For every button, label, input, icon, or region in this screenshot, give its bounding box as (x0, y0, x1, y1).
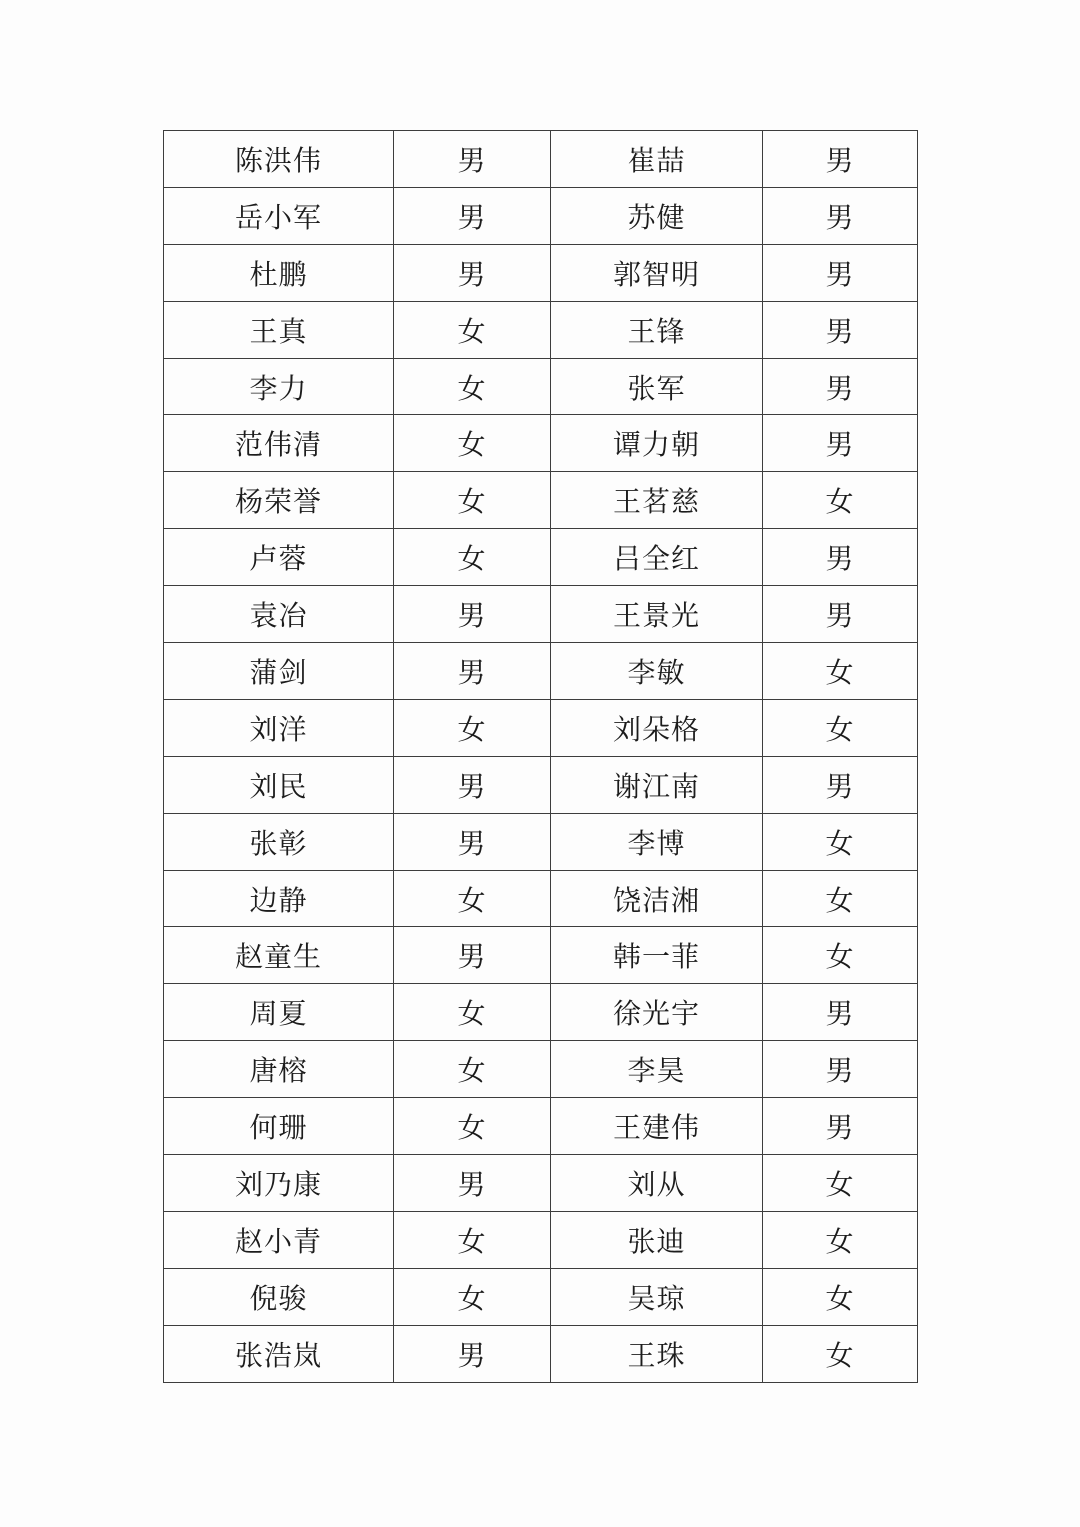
table-row (164, 301, 918, 358)
gender-cell-right: 女 (763, 643, 918, 700)
name-cell-right: 王茗慈 (551, 472, 763, 529)
gender-cell-left: 女 (394, 472, 551, 529)
gender-cell-right: 男 (763, 1041, 918, 1098)
gender-cell-left: 女 (394, 870, 551, 927)
gender-cell-left: 女 (394, 699, 551, 756)
table-row (164, 1268, 918, 1325)
gender-cell-right: 男 (763, 131, 918, 188)
table-row (164, 131, 918, 188)
table-row (164, 1325, 918, 1382)
gender-cell-right: 男 (763, 529, 918, 586)
table-row (164, 415, 918, 472)
name-cell-right: 李博 (551, 813, 763, 870)
table-row (164, 1041, 918, 1098)
name-cell-right: 王珠 (551, 1325, 763, 1382)
table-row (164, 984, 918, 1041)
gender-cell-right: 男 (763, 1098, 918, 1155)
name-cell-right: 徐光宇 (551, 984, 763, 1041)
gender-cell-left: 女 (394, 1268, 551, 1325)
name-cell-left: 周夏 (164, 984, 394, 1041)
gender-cell-left: 男 (394, 756, 551, 813)
name-cell-right: 吴琼 (551, 1268, 763, 1325)
table-row (164, 699, 918, 756)
gender-cell-left: 男 (394, 1155, 551, 1212)
name-cell-left: 袁冶 (164, 586, 394, 643)
name-cell-right: 饶洁湘 (551, 870, 763, 927)
name-cell-left: 李力 (164, 358, 394, 415)
gender-cell-right: 男 (763, 301, 918, 358)
name-cell-left: 唐榕 (164, 1041, 394, 1098)
gender-cell-right: 女 (763, 870, 918, 927)
name-cell-left: 张浩岚 (164, 1325, 394, 1382)
name-cell-left: 陈洪伟 (164, 131, 394, 188)
name-cell-left: 赵童生 (164, 927, 394, 984)
table-body (164, 131, 918, 1383)
table-row (164, 244, 918, 301)
table-row (164, 870, 918, 927)
name-cell-right: 吕全红 (551, 529, 763, 586)
table-row (164, 187, 918, 244)
table-row (164, 643, 918, 700)
name-cell-left: 杜鹏 (164, 244, 394, 301)
name-cell-left: 蒲剑 (164, 643, 394, 700)
gender-cell-right: 女 (763, 472, 918, 529)
name-cell-right: 谭力朝 (551, 415, 763, 472)
name-cell-right: 王景光 (551, 586, 763, 643)
name-cell-right: 刘从 (551, 1155, 763, 1212)
table-row (164, 586, 918, 643)
gender-cell-right: 女 (763, 1268, 918, 1325)
name-gender-roster-table (163, 130, 918, 1383)
name-cell-right: 李敏 (551, 643, 763, 700)
gender-cell-right: 男 (763, 415, 918, 472)
name-cell-left: 刘乃康 (164, 1155, 394, 1212)
gender-cell-right: 女 (763, 699, 918, 756)
gender-cell-left: 女 (394, 984, 551, 1041)
name-cell-right: 崔喆 (551, 131, 763, 188)
gender-cell-right: 女 (763, 1155, 918, 1212)
gender-cell-right: 女 (763, 813, 918, 870)
gender-cell-left: 女 (394, 529, 551, 586)
table-row (164, 1211, 918, 1268)
name-cell-left: 刘洋 (164, 699, 394, 756)
name-cell-left: 王真 (164, 301, 394, 358)
gender-cell-right: 女 (763, 1211, 918, 1268)
name-cell-right: 谢江南 (551, 756, 763, 813)
name-cell-right: 张军 (551, 358, 763, 415)
name-cell-right: 苏健 (551, 187, 763, 244)
gender-cell-right: 男 (763, 756, 918, 813)
gender-cell-right: 男 (763, 984, 918, 1041)
name-cell-right: 韩一菲 (551, 927, 763, 984)
gender-cell-left: 女 (394, 301, 551, 358)
name-cell-right: 张迪 (551, 1211, 763, 1268)
gender-cell-left: 女 (394, 1098, 551, 1155)
gender-cell-right: 男 (763, 586, 918, 643)
gender-cell-left: 男 (394, 187, 551, 244)
name-cell-left: 卢蓉 (164, 529, 394, 586)
gender-cell-left: 男 (394, 643, 551, 700)
gender-cell-right: 女 (763, 927, 918, 984)
gender-cell-left: 女 (394, 1041, 551, 1098)
gender-cell-right: 女 (763, 1325, 918, 1382)
gender-cell-left: 男 (394, 131, 551, 188)
gender-cell-right: 男 (763, 244, 918, 301)
name-cell-right: 李昊 (551, 1041, 763, 1098)
gender-cell-left: 男 (394, 244, 551, 301)
gender-cell-left: 男 (394, 927, 551, 984)
gender-cell-right: 男 (763, 187, 918, 244)
gender-cell-left: 男 (394, 586, 551, 643)
table-row (164, 529, 918, 586)
name-cell-left: 何珊 (164, 1098, 394, 1155)
table-row (164, 756, 918, 813)
name-cell-left: 赵小青 (164, 1211, 394, 1268)
table-row (164, 1098, 918, 1155)
name-cell-right: 郭智明 (551, 244, 763, 301)
gender-cell-left: 女 (394, 358, 551, 415)
gender-cell-left: 男 (394, 813, 551, 870)
name-cell-left: 刘民 (164, 756, 394, 813)
table-row (164, 1155, 918, 1212)
gender-cell-left: 男 (394, 1325, 551, 1382)
name-cell-left: 倪骏 (164, 1268, 394, 1325)
name-cell-right: 王锋 (551, 301, 763, 358)
table-row (164, 472, 918, 529)
name-cell-left: 范伟清 (164, 415, 394, 472)
table-row (164, 813, 918, 870)
gender-cell-right: 男 (763, 358, 918, 415)
name-cell-right: 刘朵格 (551, 699, 763, 756)
name-cell-left: 杨荣誉 (164, 472, 394, 529)
name-cell-left: 张彰 (164, 813, 394, 870)
gender-cell-left: 女 (394, 415, 551, 472)
gender-cell-left: 女 (394, 1211, 551, 1268)
name-cell-left: 岳小军 (164, 187, 394, 244)
name-cell-right: 王建伟 (551, 1098, 763, 1155)
table-row (164, 927, 918, 984)
table-row (164, 358, 918, 415)
name-cell-left: 边静 (164, 870, 394, 927)
